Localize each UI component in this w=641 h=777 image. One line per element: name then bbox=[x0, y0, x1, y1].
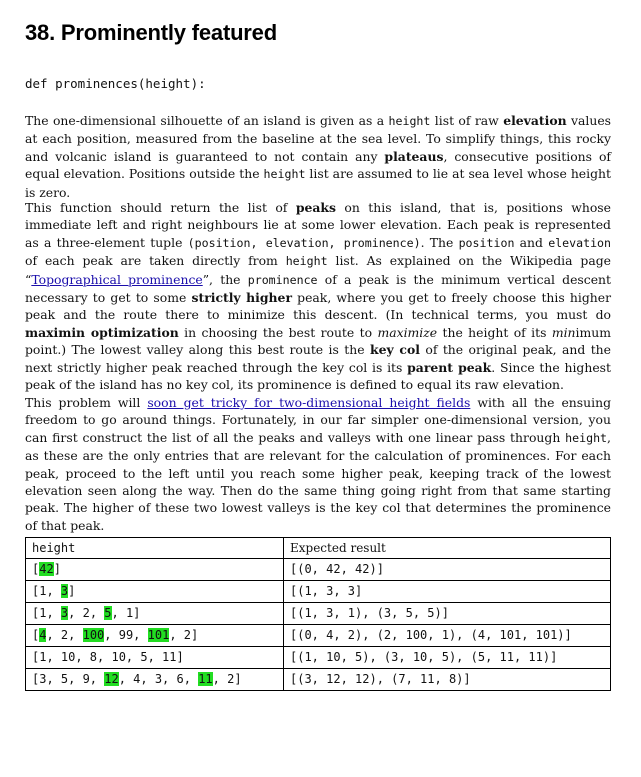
column-header-expected: Expected result bbox=[284, 538, 611, 559]
highlighted-peak: 3 bbox=[60, 606, 69, 620]
paragraph-description: The one-dimensional silhouette of an island is given as a height list of raw elevation values at each position, measured from the baseline at the sea level. To simplify things, this rocky and volcanic island is guaranteed to not contain any plateaus, consecutive positions of equal elevation. Positions outside the height list are assumed to lie at sea level whose height is zero. bbox=[25, 113, 612, 200]
expected-result-cell: [(3, 12, 12), (7, 11, 8)] bbox=[284, 669, 611, 691]
height-input-cell bbox=[26, 625, 284, 647]
highlighted-peak: 4 bbox=[39, 628, 47, 642]
input-segment: , 2, bbox=[46, 628, 83, 642]
input-segment: ] bbox=[53, 562, 61, 576]
input-segment: , 99, bbox=[104, 628, 148, 642]
height-input-cell bbox=[26, 559, 284, 581]
input-segment: [1, bbox=[32, 584, 61, 598]
expected-result-cell: [(0, 42, 42)] bbox=[284, 559, 611, 581]
column-header-height: height bbox=[26, 538, 284, 559]
input-segment: [3, 5, 9, bbox=[32, 672, 105, 686]
highlighted-peak: 5 bbox=[104, 606, 112, 620]
input-segment: , 4, 3, 6, bbox=[118, 672, 199, 686]
two-dimensional-link[interactable]: soon get tricky for two-dimensional height fields bbox=[147, 395, 471, 410]
height-input-cell bbox=[26, 669, 284, 691]
examples-table bbox=[25, 537, 611, 691]
page-title: 38. Prominently featured bbox=[25, 20, 277, 45]
input-segment: [1, bbox=[32, 606, 61, 620]
highlighted-peak: 12 bbox=[104, 672, 119, 686]
table-row bbox=[26, 559, 611, 581]
table-row bbox=[26, 669, 611, 691]
table-row bbox=[26, 603, 611, 625]
input-segment: , 2, bbox=[68, 606, 105, 620]
table-header-row bbox=[26, 538, 611, 559]
height-input-cell bbox=[26, 647, 284, 669]
input-segment: , 1] bbox=[111, 606, 141, 620]
highlighted-peak: 3 bbox=[60, 584, 69, 598]
table-row bbox=[26, 647, 611, 669]
paragraph-algorithm: This problem will soon get tricky for two-dimensional height fields with all the ensuing freedom to go around things. Fortunately, in our far simpler one-dimensional version, you can first construct the list of all the peaks and valleys with one linear pass through height, as these are the only entries that are relevant for the calculation of prominences. For each peak, proceed to the left until you reach some higher peak, keeping track of the lowest elevation seen along the way. Then do the same thing going right from that same starting peak. The higher of these two lowest valleys is the key col that determines the prominence of that peak. bbox=[25, 395, 611, 533]
table-row bbox=[26, 625, 611, 647]
input-segment: , 2] bbox=[212, 672, 242, 686]
wikipedia-link[interactable]: Topographical prominence bbox=[31, 271, 203, 287]
input-segment: , 2] bbox=[169, 628, 199, 642]
highlighted-peak: 11 bbox=[198, 672, 213, 686]
expected-result-cell: [(1, 3, 3] bbox=[284, 581, 611, 603]
highlighted-peak: 100 bbox=[82, 628, 105, 642]
paragraph-peaks: This function should return the list of peaks on this island, that is, positions whose immediate left and right neighbours lie at some lower elevation. Each peak is represented as a three-element tuple (position, elevation, prominence). The position and elevation of each peak are taken directly from height list. As explained on the Wikipedia page “Topographical prominence”, the prominence of a peak is the minimum vertical descent necessary to get to some strictly higher peak, where you get to freely choose this higher peak and the route there to minimize this descent. (In technical terms, you must do maximin optimization in choosing the best route to maximize the height of its minimum point.) The lowest valley along this best route is the key col of the original peak, and the next strictly higher peak reached through the key col is its parent peak. Since the highest peak of the island has no key col, its prominence is defined to equal its raw elevation. bbox=[25, 200, 612, 393]
expected-result-cell: [(1, 3, 1), (3, 5, 5)] bbox=[284, 603, 611, 625]
input-segment: [ bbox=[32, 628, 40, 642]
highlighted-peak: 101 bbox=[147, 628, 170, 642]
table-row bbox=[26, 581, 611, 603]
expected-result-cell: [(0, 4, 2), (2, 100, 1), (4, 101, 101)] bbox=[284, 625, 611, 647]
highlighted-peak: 42 bbox=[39, 562, 54, 576]
expected-result-cell: [(1, 10, 5), (3, 10, 5), (5, 11, 11)] bbox=[284, 647, 611, 669]
examples-body bbox=[26, 559, 611, 691]
function-signature: def prominences(height): bbox=[25, 76, 206, 91]
height-input-cell bbox=[26, 603, 284, 625]
input-segment: [1, 10, 8, 10, 5, 11] bbox=[32, 650, 184, 664]
input-segment: ] bbox=[68, 584, 76, 598]
height-input-cell bbox=[26, 581, 284, 603]
input-segment: [ bbox=[32, 562, 40, 576]
